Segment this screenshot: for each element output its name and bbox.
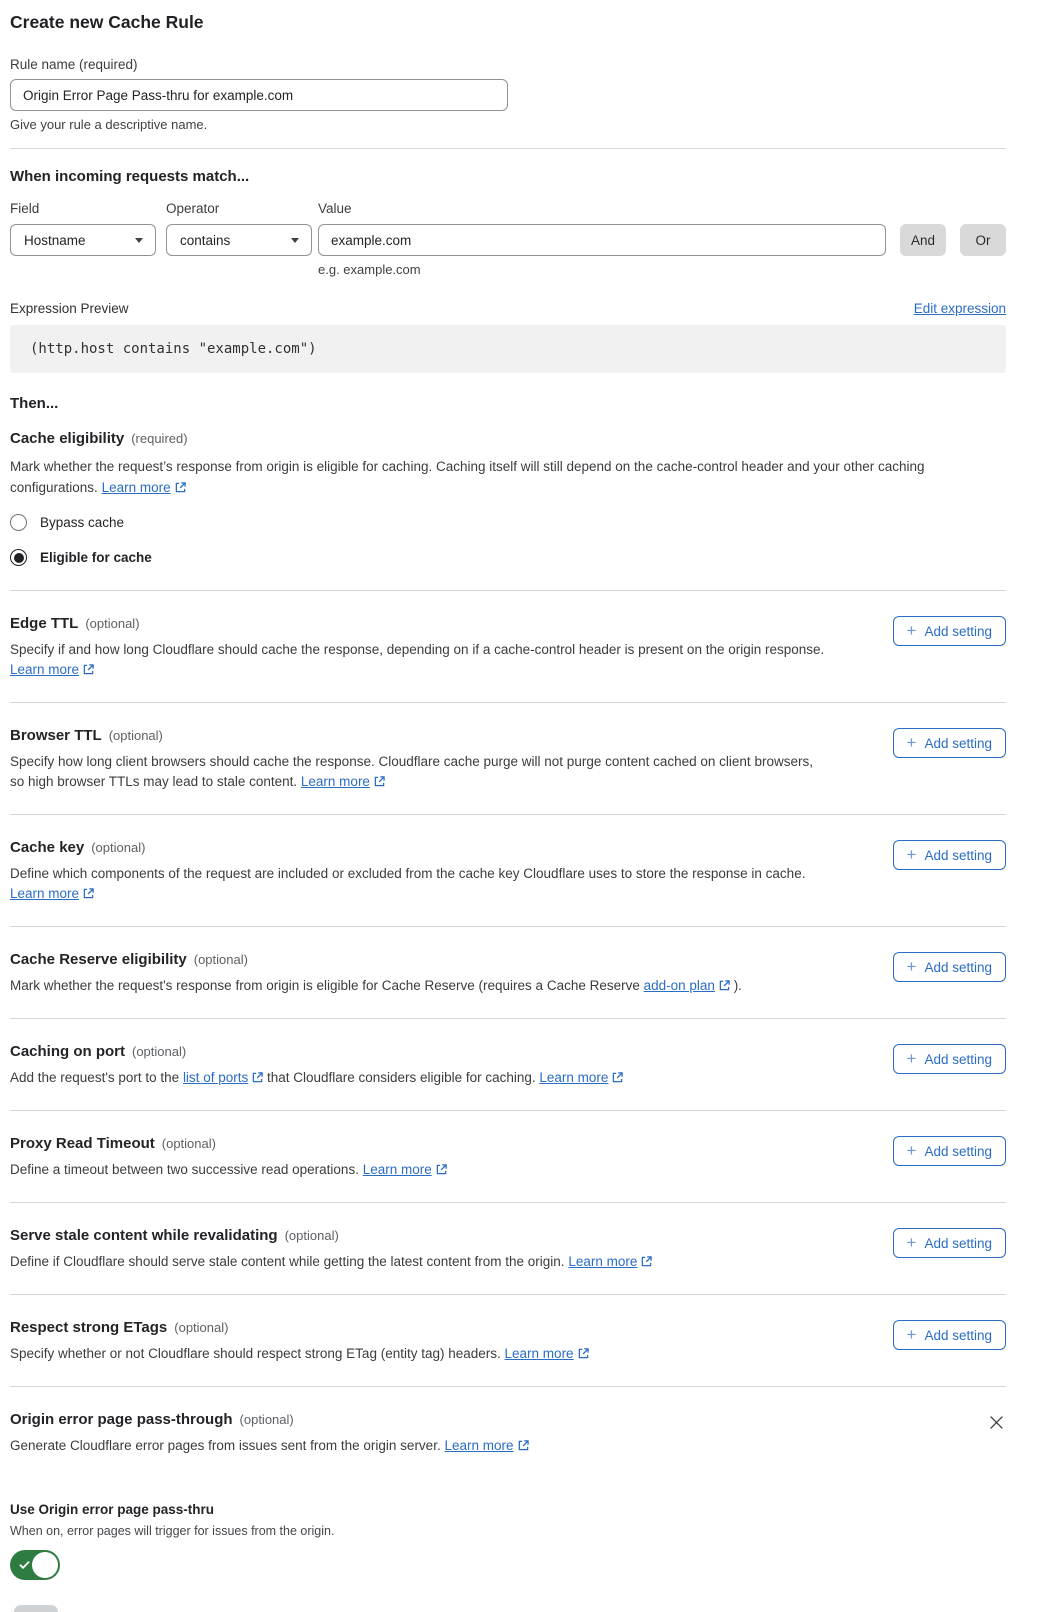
- or-button[interactable]: Or: [960, 224, 1006, 256]
- chevron-down-icon: [291, 238, 299, 243]
- toggle-knob: [32, 1552, 58, 1578]
- match-heading: When incoming requests match...: [10, 168, 250, 185]
- remove-setting-button[interactable]: [987, 1411, 1006, 1437]
- add-setting-button-proxy-read-timeout[interactable]: + Add setting: [893, 1136, 1006, 1166]
- setting-qualifier: (optional): [161, 1136, 216, 1151]
- add-setting-button-cache-reserve-eligibility[interactable]: + Add setting: [893, 952, 1006, 982]
- add-setting-button-edge-ttl[interactable]: + Add setting: [893, 616, 1006, 646]
- field-select[interactable]: Hostname: [10, 224, 156, 256]
- external-link-icon: [518, 1440, 529, 1451]
- setting-qualifier: (optional): [284, 1228, 339, 1243]
- rule-name-helper: Give your rule a descriptive name.: [10, 117, 208, 132]
- plus-icon: +: [906, 1048, 917, 1068]
- radio-icon[interactable]: [10, 514, 27, 531]
- check-icon: [18, 1559, 31, 1571]
- plus-icon: +: [906, 1232, 917, 1252]
- setting-section-browser-ttl: [10, 702, 1006, 814]
- origin-error-setting-section: [10, 1386, 1006, 1456]
- value-input[interactable]: [318, 224, 886, 256]
- create-cache-rule-form: [10, 0, 1006, 1580]
- chevron-down-icon: [135, 238, 143, 243]
- setting-description: Define if Cloudflare should serve stale content while getting the latest content from the origin. Learn more: [10, 1252, 828, 1272]
- setting-qualifier: (optional): [193, 952, 248, 967]
- setting-description: Mark whether the request's response from origin is eligible for Cache Reserve (requires a Cache Reserve add-on plan ).: [10, 978, 742, 993]
- external-link-icon: [641, 1256, 652, 1267]
- divider: [10, 148, 1006, 149]
- setting-section-cache-reserve-eligibility: [10, 926, 1006, 1018]
- add-setting-button-respect-strong-etags[interactable]: + Add setting: [893, 1320, 1006, 1350]
- value-label: Value: [318, 201, 352, 216]
- radio-icon[interactable]: [10, 549, 27, 566]
- external-link-icon: [175, 482, 186, 493]
- external-link-icon: [252, 1072, 263, 1083]
- radio-option-eligible-for-cache[interactable]: Eligible for cache: [10, 549, 1006, 566]
- setting-qualifier: (optional): [91, 840, 146, 855]
- value-helper: e.g. example.com: [318, 262, 421, 277]
- setting-title: Respect strong ETags: [10, 1319, 168, 1336]
- setting-title: Caching on port: [10, 1043, 125, 1060]
- setting-qualifier: (optional): [132, 1044, 187, 1059]
- close-icon: [989, 1415, 1004, 1430]
- setting-title: Cache Reserve eligibility: [10, 951, 187, 968]
- field-label: Field: [10, 201, 40, 216]
- learn-more-link[interactable]: Learn more: [505, 1346, 589, 1361]
- radio-option-bypass-cache[interactable]: Bypass cache: [10, 514, 1006, 531]
- external-link-icon: [612, 1072, 623, 1083]
- learn-more-link[interactable]: Learn more: [444, 1438, 528, 1453]
- add-setting-button-browser-ttl[interactable]: + Add setting: [893, 728, 1006, 758]
- plus-icon: +: [906, 732, 917, 752]
- add-setting-button-cache-key[interactable]: + Add setting: [893, 840, 1006, 870]
- then-heading: Then...: [10, 395, 59, 412]
- setting-title: Cache key: [10, 839, 85, 856]
- setting-description: Specify whether or not Cloudflare should respect strong ETag (entity tag) headers. Learn more: [10, 1344, 828, 1364]
- cache-eligibility-description: Mark whether the request’s response from origin is eligible for caching. Caching itself will still depend on the cache-control header and your other caching configurations. Learn more: [10, 459, 925, 495]
- setting-section-proxy-read-timeout: [10, 1110, 1006, 1202]
- cache-eligibility-title: Cache eligibility: [10, 430, 125, 447]
- toggle-label: Use Origin error page pass-thru: [10, 1502, 215, 1517]
- learn-more-link[interactable]: Learn more: [102, 480, 186, 495]
- setting-description: Specify if and how long Cloudflare should cache the response, depending on if a cache-control header is present on the origin response. Learn more: [10, 642, 825, 677]
- external-link-icon: [83, 664, 94, 675]
- toggle-helper: When on, error pages will trigger for issues from the origin.: [10, 1524, 335, 1538]
- setting-section-edge-ttl: [10, 590, 1006, 702]
- learn-more-link[interactable]: Learn more: [10, 886, 94, 901]
- origin-setting-title: Origin error page pass-through: [10, 1411, 233, 1428]
- origin-pass-thru-control: [10, 1502, 1006, 1580]
- setting-title: Browser TTL: [10, 727, 102, 744]
- operator-label: Operator: [166, 201, 220, 216]
- learn-more-link[interactable]: Learn more: [363, 1162, 447, 1177]
- plus-icon: +: [906, 844, 917, 864]
- setting-description: Define which components of the request are included or excluded from the cache key Cloudflare uses to store the response in cache. Learn more: [10, 866, 806, 901]
- setting-section-cache-key: [10, 814, 1006, 926]
- learn-more-link[interactable]: Learn more: [10, 662, 94, 677]
- operator-select[interactable]: contains: [166, 224, 312, 256]
- origin-pass-thru-toggle[interactable]: [10, 1550, 60, 1580]
- external-link-icon: [719, 980, 730, 991]
- learn-more-link[interactable]: Learn more: [539, 1070, 623, 1085]
- external-link-icon: [578, 1348, 589, 1359]
- learn-more-link[interactable]: Learn more: [301, 774, 385, 789]
- setting-section-respect-strong-etags: [10, 1294, 1006, 1386]
- setting-section-caching-on-port: [10, 1018, 1006, 1110]
- add-setting-button-serve-stale-content-while-revalidating[interactable]: + Add setting: [893, 1228, 1006, 1258]
- setting-description: Define a timeout between two successive read operations. Learn more: [10, 1160, 828, 1180]
- setting-qualifier: (optional): [108, 728, 163, 743]
- setting-description: Specify how long client browsers should cache the response. Cloudflare cache purge will not purge content cached on client browsers, so high browser TTLs may lead to stale content. Learn more: [10, 754, 813, 789]
- cache-eligibility-section: [10, 430, 1006, 590]
- external-link-icon: [83, 888, 94, 899]
- setting-description: Add the request's port to the list of ports that Cloudflare considers eligible for caching. Learn more: [10, 1068, 828, 1088]
- setting-title: Proxy Read Timeout: [10, 1135, 155, 1152]
- setting-qualifier: (optional): [174, 1320, 229, 1335]
- cache-eligibility-options: [10, 514, 1006, 566]
- match-condition-row: [10, 201, 1006, 277]
- partial-toggle[interactable]: [14, 1605, 58, 1612]
- external-link-icon: [436, 1164, 447, 1175]
- page-title: Create new Cache Rule: [10, 12, 204, 32]
- expression-preview-label: Expression Preview: [10, 301, 129, 316]
- plus-icon: +: [906, 620, 917, 640]
- add-setting-button-caching-on-port[interactable]: + Add setting: [893, 1044, 1006, 1074]
- setting-section-serve-stale-content-while-revalidating: [10, 1202, 1006, 1294]
- plus-icon: +: [906, 1324, 917, 1344]
- cache-eligibility-qualifier: (required): [131, 431, 188, 446]
- setting-title: Edge TTL: [10, 615, 79, 632]
- edit-expression-link[interactable]: Edit expression: [913, 301, 1006, 316]
- expression-preview-box: (http.host contains "example.com"): [10, 325, 1006, 373]
- setting-title: Serve stale content while revalidating: [10, 1227, 278, 1244]
- external-link-icon: [374, 776, 385, 787]
- rule-name-label: Rule name (required): [10, 57, 138, 72]
- plus-icon: +: [906, 1140, 917, 1160]
- origin-setting-description: Generate Cloudflare error pages from issues sent from the origin server. Learn more: [10, 1436, 828, 1456]
- setting-qualifier: (optional): [85, 616, 140, 631]
- list-of-ports-link[interactable]: list of ports: [183, 1070, 263, 1085]
- learn-more-link[interactable]: Learn more: [568, 1254, 652, 1269]
- plus-icon: +: [906, 956, 917, 976]
- origin-setting-qualifier: (optional): [239, 1412, 294, 1427]
- rule-name-input[interactable]: [10, 79, 508, 111]
- add-on-plan-link[interactable]: add-on plan: [644, 978, 730, 993]
- and-button[interactable]: And: [900, 224, 946, 256]
